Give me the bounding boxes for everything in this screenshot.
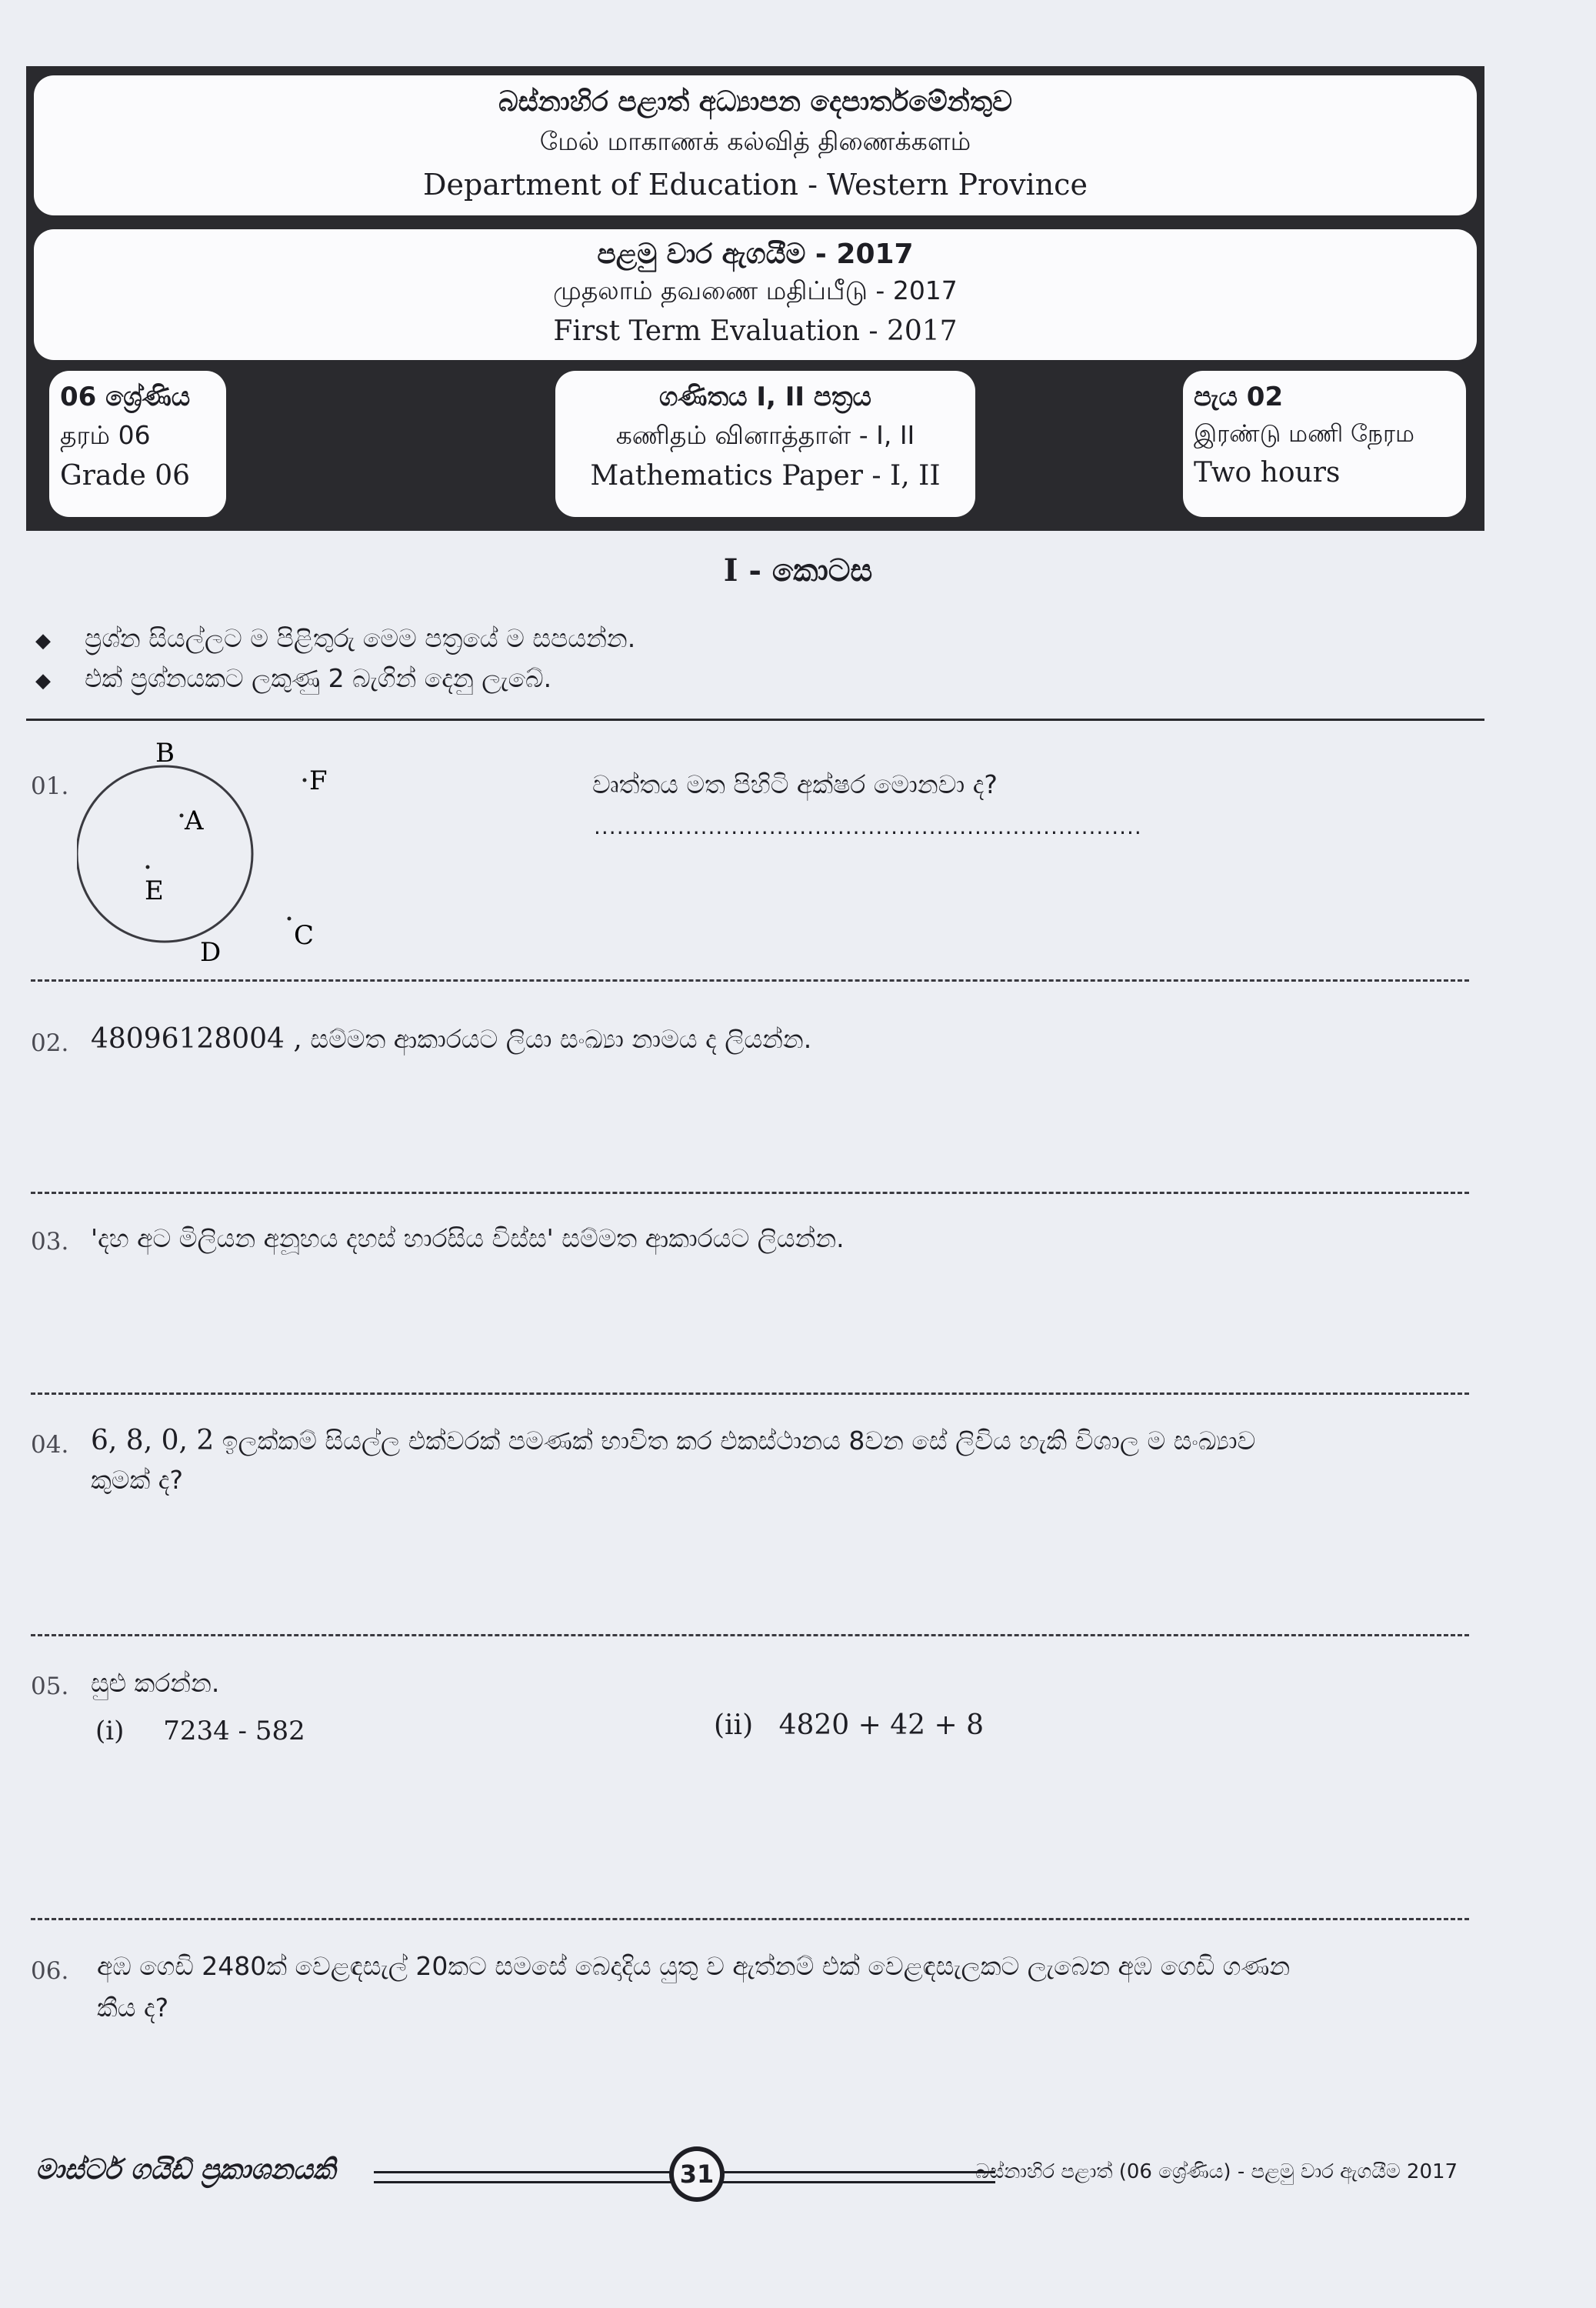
point-a [180,814,184,818]
subject-box [555,371,975,517]
subject-sinhala: ගණිතය I, II පත්‍රය [659,382,871,412]
question-text: අඹ ගෙඩි 2480ක් වෙළඳසැල් 20කට සමසේ බෙදාදිය යුතු ව ඇත්නම් එක් වෙළඳසැලකට ලැබෙන අඹ ගෙඩි ගණන [97,1951,1291,1981]
part-ii-label: (ii) [714,1709,754,1741]
page-number: 31 [674,2151,720,2197]
question-text: සුළු කරන්න. [91,1668,220,1698]
subject-tamil: கணிதம் வினாத்தாள் - I, II [615,420,915,450]
grade-box [49,371,226,517]
question-number: 05. [31,1673,69,1700]
question-separator [31,1918,1469,1920]
evaluation-english: First Term Evaluation - 2017 [553,315,958,347]
section-title [0,552,1596,589]
point-e [146,866,150,869]
circle-diagram [77,739,354,969]
question-number: 02. [31,1029,69,1057]
label-c: C [294,920,315,951]
publisher-name: මාස්ටර් ගයිඩ් ප්‍රකාශනයකි [35,2154,336,2186]
section-divider [26,719,1484,721]
label-a: A [185,805,204,836]
question-text-continued: කීය ද? [97,1993,169,2023]
question-text: 'දහ අට මිලියන අනූහය දහස් හාරසිය විස්ස' සම්මත ආකාරයට ලියන්න. [91,1223,845,1253]
grade-english: Grade 06 [60,460,191,492]
grade-sinhala: 06 ශ්‍රේණිය [60,382,191,412]
instruction-item [35,663,551,694]
question-text: වෘත්තය මත පිහිටි අක්ෂර මොනවා ද? [592,769,998,799]
evaluation-tamil: முதலாம் தவணை மதிப்பீடு - 2017 [553,275,958,305]
label-f: F [309,765,328,796]
point-f [303,779,307,782]
footer-right-text: බස්නාහිර පළාත් (06 ශ්‍රේණිය) - පළමු වාර ඇගයීම 2017 [975,2160,1458,2183]
evaluation-box [34,229,1477,360]
question-text-continued: කුමක් ද? [91,1465,183,1495]
answer-line: ........................................................................ [594,814,1142,839]
question-number: 03. [31,1228,69,1256]
numeral-value: 48096128004 , [91,1023,302,1055]
question-text [91,1023,811,1055]
bullet-icon: ◆ [35,629,51,652]
department-sinhala: බස්නාහිර පළාත් අධ්‍යාපන දෙපාර්තමේන්තුව [498,86,1012,118]
instruction-item [35,623,635,654]
instruction-text: ප්‍රශ්න සියල්ලට ම පිළිතුරු මෙම පත්‍රයේ ම සපයන්න. [85,623,636,653]
part-i-expression: 7234 - 582 [163,1716,305,1746]
question-separator [31,979,1469,982]
question-separator [31,1392,1469,1395]
label-e: E [145,876,164,906]
question-number: 01. [31,772,69,800]
question-body: සම්මත ආකාරයට ලියා සංඛ්‍යා නාමය ද ලියන්න. [310,1024,812,1054]
question-text [91,1425,1255,1456]
subject-english: Mathematics Paper - I, II [590,460,941,492]
grade-tamil: தரம் 06 [60,420,151,450]
time-english: Two hours [1194,457,1341,489]
label-d: D [200,937,222,968]
time-sinhala: පැය 02 [1194,382,1284,412]
question-separator [31,1634,1469,1636]
part-i [95,1716,305,1746]
section-title-text: I - කොටස [723,552,873,589]
department-box [34,75,1477,215]
part-ii-expression: 4820 + 42 + 8 [778,1709,985,1741]
circle-shape [77,766,252,942]
question-number: 04. [31,1431,69,1459]
question-separator [31,1192,1469,1194]
evaluation-sinhala: පළමු වාර ඇගයීම - 2017 [597,238,914,270]
digits-value: 6, 8, 0, 2 [91,1425,215,1456]
instruction-text: එක් ප්‍රශ්නයකට ලකුණු 2 බැගින් දෙනු ලැබේ. [85,663,552,693]
department-english: Department of Education - Western Province [423,168,1088,202]
point-c [288,917,292,921]
question-number: 06. [31,1957,69,1985]
header-rule [26,528,1484,531]
label-b: B [155,739,175,769]
department-tamil: மேல் மாகாணக் கல்வித் திணைக்களம் [539,126,971,156]
bullet-icon: ◆ [35,669,51,692]
part-i-label: (i) [95,1716,125,1746]
time-tamil: இரண்டு மணி நேரம [1194,420,1414,448]
time-box [1183,371,1466,517]
question-body: ඉලක්කම් සියල්ල එක්වරක් පමණක් භාවිත කර එකස්ථානය 8වන සේ ලිවිය හැකි විශාල ම සංඛ්‍යාව [222,1426,1256,1456]
part-ii [714,1709,984,1741]
